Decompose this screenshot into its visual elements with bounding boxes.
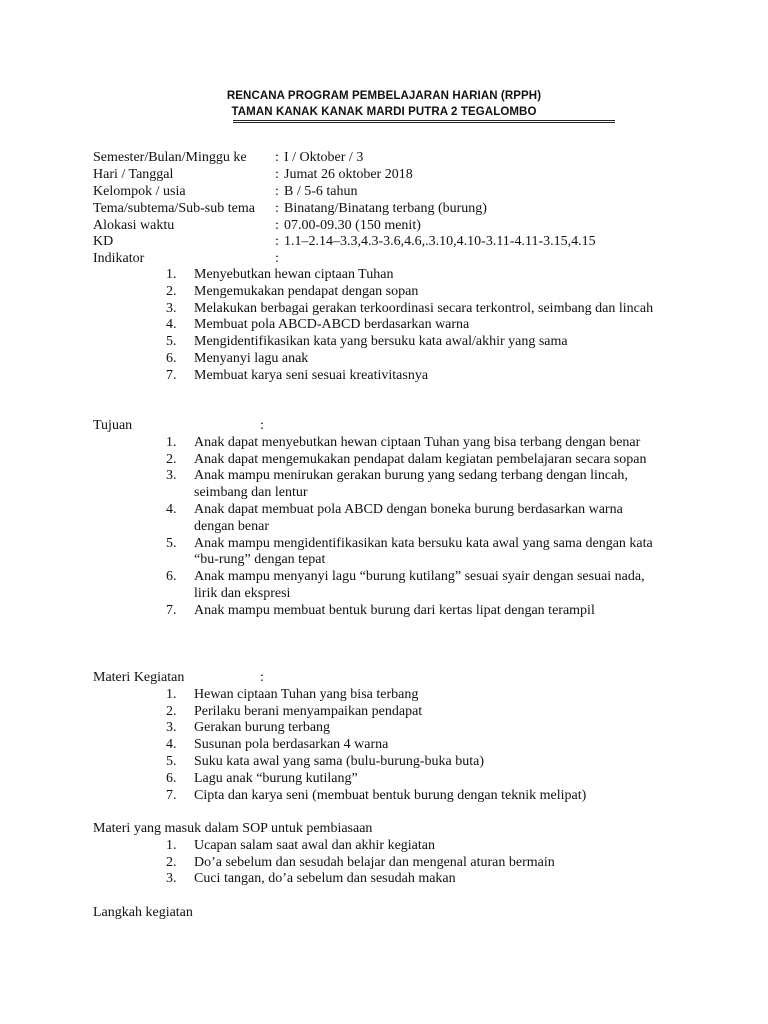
list-item (93, 704, 665, 721)
info-value: I / Oktober / 3 (284, 150, 364, 165)
info-colon: : (275, 217, 279, 233)
section-label: Tujuan (93, 418, 133, 433)
item-text: Membuat pola ABCD-ABCD berdasarkan warna (194, 317, 470, 333)
list-item (93, 603, 665, 620)
list-item (93, 334, 665, 351)
section-heading (93, 821, 693, 838)
item-number: 5. (166, 535, 177, 551)
identity-table (93, 150, 713, 268)
tujuan-list (93, 435, 693, 620)
item-text: Menyebutkan hewan ciptaan Tuhan (194, 267, 394, 282)
info-row-hari (93, 167, 713, 184)
item-number: 1. (166, 267, 177, 282)
info-row-tema (93, 201, 713, 218)
item-text: Anak mampu menirukan gerakan burung yang sedang terbang dengan lincah, seimbang dan lentur (194, 468, 628, 501)
section-label: Materi Kegiatan (93, 670, 185, 685)
sop-list (93, 838, 693, 888)
list-item (93, 871, 665, 888)
section-colon: : (260, 670, 264, 685)
list-item (93, 368, 665, 385)
item-number: 7. (166, 787, 177, 803)
item-number: 5. (166, 754, 177, 770)
info-row-kd (93, 234, 713, 251)
item-number: 3. (166, 468, 177, 484)
item-text: Anak dapat membuat pola ABCD dengan boneka burung berdasarkan warna dengan benar (194, 502, 623, 534)
item-number: 1. (166, 837, 177, 853)
section-heading (93, 670, 693, 687)
list-item (93, 284, 665, 301)
list-item (93, 855, 665, 872)
section-label: Materi yang masuk dalam SOP untuk pembiasaan (93, 821, 373, 836)
item-text: Hewan ciptaan Tuhan yang bisa terbang (194, 686, 419, 702)
list-item (93, 301, 665, 318)
info-label: Semester/Bulan/Minggu ke (93, 150, 247, 165)
indikator-section (93, 267, 693, 385)
item-number: 3. (166, 720, 177, 736)
list-item (93, 788, 665, 805)
section-colon: : (260, 418, 264, 433)
info-label: Kelompok / usia (93, 183, 186, 199)
item-number: 4. (166, 502, 177, 518)
info-colon: : (275, 251, 279, 267)
item-number: 4. (166, 317, 177, 333)
info-row-semester (93, 150, 713, 167)
item-number: 6. (166, 350, 177, 366)
item-number: 6. (166, 770, 177, 786)
info-value: Jumat 26 oktober 2018 (284, 166, 413, 182)
info-value: 07.00-09.30 (150 menit) (284, 217, 421, 233)
title-underline-double (233, 122, 615, 123)
list-item (93, 435, 665, 452)
list-item (93, 351, 665, 368)
tujuan-section (93, 418, 693, 620)
item-text: Anak mampu menyanyi lagu “burung kutilang” sesuai syair dengan sesuai nada, lirik dan ekspresi (194, 569, 645, 602)
item-text: Mengemukakan pendapat dengan sopan (194, 283, 419, 299)
item-text: Perilaku berani menyampaikan pendapat (194, 703, 423, 719)
info-label: Alokasi waktu (93, 217, 175, 233)
item-text: Gerakan burung terbang (194, 720, 331, 736)
list-item (93, 317, 665, 334)
materi-section (93, 670, 693, 804)
info-value: 1.1–2.14–3.3,4.3-3.6,4.6,.3.10,4.10-3.11-4.11-3.15,4.15 (284, 234, 596, 250)
item-number: 6. (166, 569, 177, 585)
list-item (93, 720, 665, 737)
info-label: Indikator (93, 251, 145, 267)
item-number: 7. (166, 367, 177, 383)
item-number: 2. (166, 283, 177, 299)
item-number: 2. (166, 451, 177, 467)
item-number: 2. (166, 703, 177, 719)
list-item (93, 569, 665, 603)
list-item (93, 687, 665, 704)
item-text: Suku kata awal yang sama (bulu-burung-buka buta) (194, 754, 485, 770)
title-underline (233, 120, 615, 121)
list-item (93, 468, 665, 502)
info-colon: : (275, 234, 279, 250)
item-number: 1. (166, 434, 177, 450)
section-label: Langkah kegiatan (93, 905, 193, 920)
info-colon: : (275, 200, 279, 216)
info-value: Binatang/Binatang terbang (burung) (284, 200, 487, 216)
list-item (93, 536, 665, 570)
item-number: 4. (166, 737, 177, 753)
item-number: 5. (166, 334, 177, 350)
sop-section (93, 821, 693, 888)
list-item (93, 771, 665, 788)
info-row-kelompok (93, 184, 713, 201)
item-text: Ucapan salam saat awal dan akhir kegiatan (194, 837, 436, 853)
list-item (93, 737, 665, 754)
item-number: 3. (166, 300, 177, 316)
item-text: Membuat karya seni sesuai kreativitasnya (194, 367, 429, 383)
item-text: Cipta dan karya seni (membuat bentuk burung dengan teknik melipat) (194, 787, 587, 803)
section-heading (93, 418, 693, 435)
info-colon: : (275, 166, 279, 182)
list-item (93, 838, 665, 855)
langkah-section (93, 905, 693, 922)
item-text: Anak dapat menyebutkan hewan ciptaan Tuhan yang bisa terbang dengan benar (194, 434, 641, 450)
item-text: Mengidentifikasikan kata yang bersuku kata awal/akhir yang sama (194, 334, 568, 350)
info-label: Hari / Tanggal (93, 166, 174, 182)
info-colon: : (275, 183, 279, 199)
school-name: TAMAN KANAK KANAK MARDI PUTRA 2 TEGALOMBO (231, 106, 537, 118)
info-value: B / 5-6 tahun (284, 183, 358, 199)
item-number: 3. (166, 871, 177, 887)
info-colon: : (275, 150, 279, 165)
item-text: Melakukan berbagai gerakan terkoordinasi secara terkontrol, seimbang dan lincah (194, 300, 654, 316)
info-label: Tema/subtema/Sub-sub tema (93, 200, 255, 216)
item-number: 7. (166, 602, 177, 618)
document-title: RENCANA PROGRAM PEMBELAJARAN HARIAN (RPPH) (226, 90, 542, 102)
item-text: Anak dapat mengemukakan pendapat dalam kegiatan pembelajaran secara sopan (194, 451, 647, 467)
item-text: Menyanyi lagu anak (194, 350, 309, 366)
item-text: Lagu anak “burung kutilang” (194, 770, 358, 786)
item-number: 2. (166, 854, 177, 870)
info-row-indikator (93, 251, 713, 268)
section-heading (93, 905, 693, 922)
list-item (93, 502, 665, 536)
item-text: Anak mampu membuat bentuk burung dari kertas lipat dengan terampil (194, 602, 595, 618)
item-text: Cuci tangan, do’a sebelum dan sesudah makan (194, 871, 456, 887)
item-text: Anak mampu mengidentifikasikan kata bersuku kata awal yang sama dengan kata “bu-rung” dengan tepat (194, 535, 653, 568)
info-label: KD (93, 234, 114, 250)
list-item (93, 267, 665, 284)
list-item (93, 452, 665, 469)
item-text: Do’a sebelum dan sesudah belajar dan mengenal aturan bermain (194, 854, 555, 870)
list-item (93, 754, 665, 771)
info-row-alokasi (93, 218, 713, 235)
materi-list (93, 687, 693, 805)
item-text: Susunan pola berdasarkan 4 warna (194, 737, 389, 753)
item-number: 1. (166, 686, 177, 702)
indikator-list (93, 267, 693, 385)
